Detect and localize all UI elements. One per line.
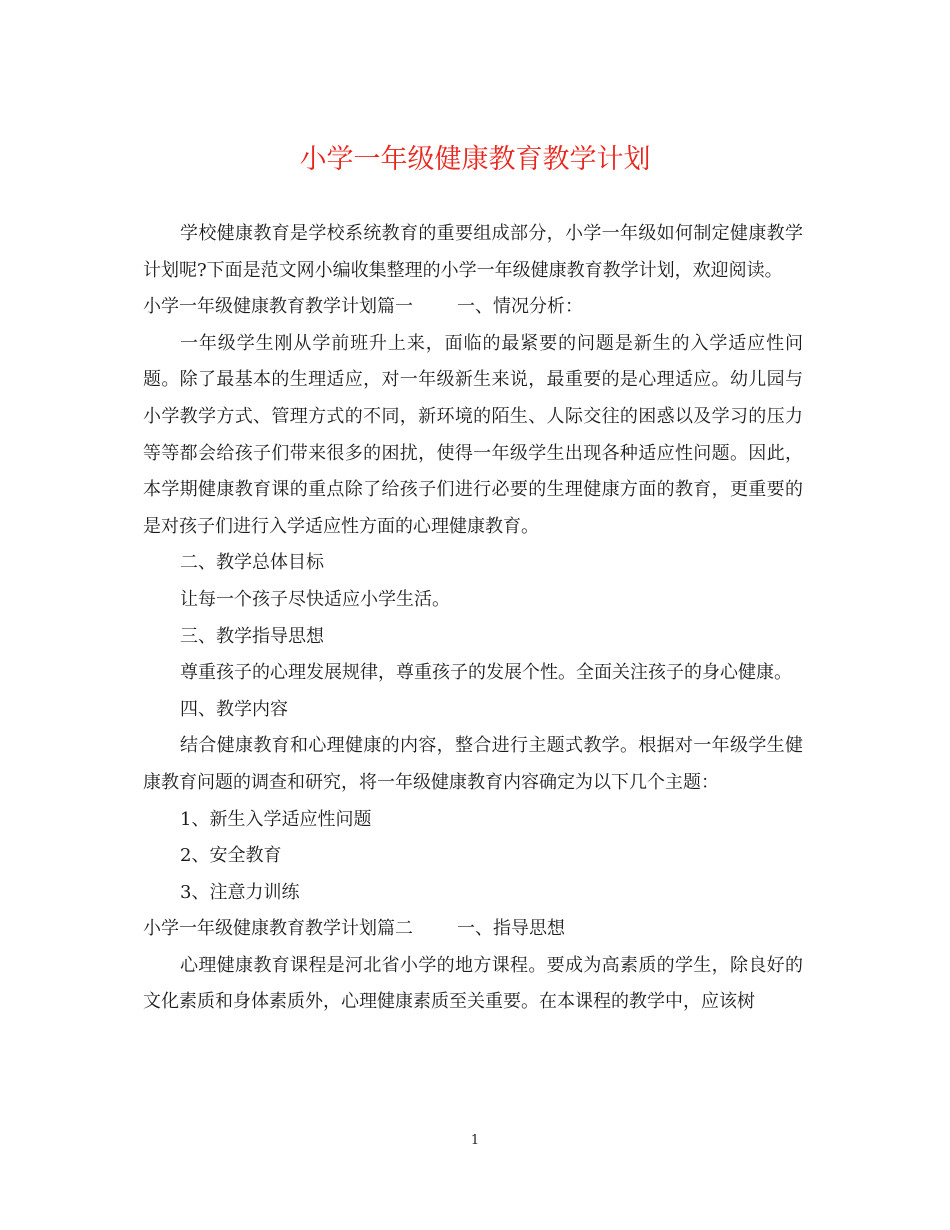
list-item: 3、注意力训练 — [180, 881, 300, 903]
list-item: 2、安全教育 — [180, 845, 282, 867]
part2-heading: 小学一年级健康教育教学计划篇二 — [143, 918, 413, 940]
page-number: 1 — [470, 1133, 480, 1148]
idea-heading: 三、教学指导思想 — [180, 625, 324, 647]
goal-text: 让每一个孩子尽快适应小学生活。 — [180, 588, 450, 610]
analysis-paragraph: 一年级学生刚从学前班升上来，面临的最紧要的问题是新生的入学适应性问题。除了最基本的生理适应，对一年级新生来说，最重要的是心理适应。幼儿园与小学教学方式、管理方式的不同，新环境的陌生、人际交往的困惑以及学习的压力等等都会给孩子们带来很多的困扰，使得一年级学生出现各种适应性问题。因此，本学期健康教育课的重点除了给孩子们进行必要的生理健康方面的教育，更重要的是对孩子们进行入学适应性方面的心理健康教育。 — [143, 332, 803, 537]
content-heading: 四、教学内容 — [180, 698, 288, 720]
content-text: 结合健康教育和心理健康的内容，整合进行主题式教学。根据对一年级学生健康教育问题的调查和研究，将一年级健康教育内容确定为以下几个主题： — [143, 735, 803, 793]
goal-heading: 二、教学总体目标 — [180, 552, 324, 574]
idea-text: 尊重孩子的心理发展规律，尊重孩子的发展个性。全面关注孩子的身心健康。 — [180, 662, 792, 684]
list-item: 1、新生入学适应性问题 — [180, 808, 372, 830]
part2-paragraph: 心理健康教育课程是河北省小学的地方课程。要成为高素质的学生，除良好的文化素质和身体素质外，心理健康素质至关重要。在本课程的教学中，应该树 — [143, 954, 803, 1013]
part1-heading: 小学一年级健康教育教学计划篇一 — [143, 296, 413, 318]
part2-subheading: 一、指导思想 — [457, 918, 565, 940]
document-body — [143, 216, 803, 1021]
intro-paragraph: 学校健康教育是学校系统教育的重要组成部分，小学一年级如何制定健康教学计划呢?下面是范文网小编收集整理的小学一年级健康教育教学计划，欢迎阅读。 — [143, 223, 803, 281]
document-title: 小学一年级健康教育教学计划 — [299, 144, 651, 175]
part2-heading-line — [143, 911, 803, 948]
part1-subheading: 一、情况分析： — [457, 296, 583, 318]
part1-heading-line — [143, 289, 803, 326]
